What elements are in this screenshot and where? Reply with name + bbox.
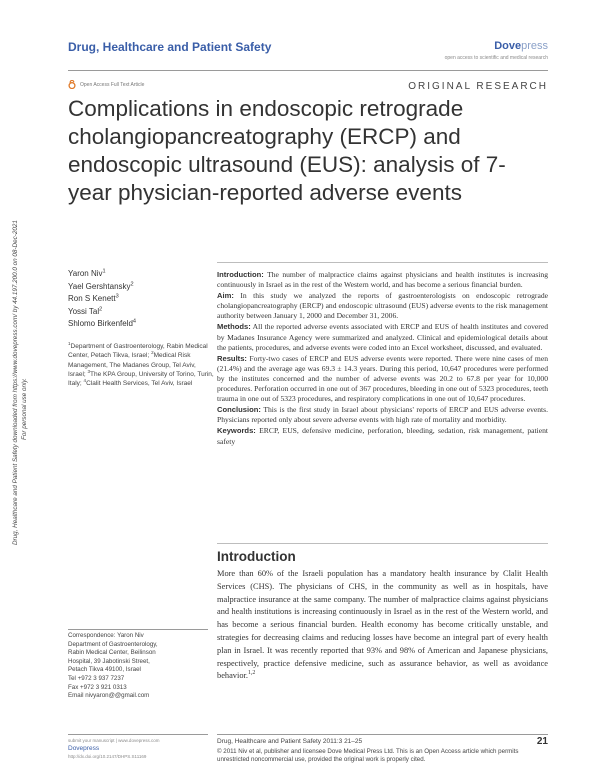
journal-name: Drug, Healthcare and Patient Safety [68,40,272,54]
author: Ron S Kenett$^3$ [68,293,119,303]
page-number: 21 [536,736,548,747]
author: Yaron Niv$^1$ [68,268,106,278]
affiliations: $^1$Department of Gastroenterology, Rabin Medical Center, Petach Tikva, Israel; $^2$Medical Risk Management, The Madanes Group, Tel Aviv, Israel; $^3$The KPA Group, University of Torino, Turin, Italy; $^4$Clalit Health Services, Tel Aviv, Israel [68,340,214,388]
reference-citation[interactable]: 1,2 [247,670,256,677]
header-divider [68,70,548,71]
abstract-introduction: Introduction: The number of malpractice claims against physicians and health institutes is increasing continuously in Israel as in the rest of the Western world, and has become a serious financial burden. [217,270,548,290]
footer-copyright: © 2011 Niv et al, publisher and licensee Dove Medical Press Ltd. This is an Open Access article which permits unrestricted noncommercial use, provided the original work is properly cited. [217,748,519,764]
side-note-line1: Drug, Healthcare and Patient Safety downloaded from https://www.dovepress.com/ by 44.197.200.0 on 08-Dec-2021 [12,220,19,545]
abstract-results: Results: Forty-two cases of ERCP and EUS adverse events were reported. There were nine cases of men (21.4%) and the average age was 69.3 ± 14.3 years. During this period, 10,647 procedures were performed by the institutes concerned and the number of adverse events was 20.2 to 67.8 per year for 10,000 procedures. Perforation occurred in one out of 367 procedures, bleeding in one out of 5323 procedures, teeth trauma in one out of 5323 procedures, and respiratory complications in one out of 10,647 procedures. [217,353,548,404]
open-access-label [68,80,144,89]
author: Yossi Tal$^2$ [68,305,103,316]
correspondence: Correspondence: Yaron Niv Department of Gastroenterology, Rabin Medical Center, Beilinson Hospital, 39 Jabotinski Street, Petach Tikva 49100, Israel Tel +972 3 937 7237 Fax +972 3 921 0313 Email nivyaron@@gmail.com [68,629,208,701]
open-access-text: Open Access Full Text Article [80,81,145,88]
introduction-heading: Introduction [217,549,296,564]
article-title: Complications in endoscopic retrograde cholangiopancreatography (ERCP) and endoscopic ultrasound (EUS): analysis of 7-year physician-reported adverse events [68,96,506,205]
author: Yael Gershtansky$^2$ [68,280,134,291]
author: Shlomo Birkenfeld$^4$ [68,318,137,328]
brand-light: press [521,40,548,52]
abstract-keywords: Keywords: ERCP, EUS, defensive medicine, perforation, bleeding, sedation, risk management, patient safety [217,426,548,446]
correspondence-email[interactable]: Email nivyaron@@gmail.com [68,692,150,700]
footer-citation: Drug, Healthcare and Patient Safety 2011:3 21–25 [217,738,363,745]
abstract-methods: Methods: All the reported adverse events associated with ERCP and EUS of health institutes and covered by Madanes Insurance Agency were summarized and analyzed. Clinical and epidemiological details about the patients, procedures, and adverse events were coded into an Excel worksheet, discussed, and evaluated. [217,322,548,352]
footer-divider [217,734,548,735]
open-access-icon [68,80,76,89]
footer-dovepress: Dovepress [68,745,100,752]
abstract-divider [217,543,548,544]
abstract [217,262,548,448]
article-type: ORIGINAL RESEARCH [408,81,548,92]
download-side-note [2,140,52,560]
author-list [68,268,208,331]
publisher-logo [494,40,548,52]
abstract-aim: Aim: In this study we analyzed the reports of gastroenterologists on endoscopic retrograde cholangiopancreatography (ERCP) and endoscopic ultrasound (EUS) adverse events to the risk management authority between January 1, 2000 and December 31, 2006. [217,291,548,321]
side-note-line2: For personal use only. [21,378,28,440]
introduction-text: More than 60% of the Israeli population has a mandatory health insurance by Clalit Health Services (CHS). The physicians of CHS, in the community as well as in hospitals, have malpractice insurance at the same company. The number of malpractice claims against physicians and health institutions is increasing continuously in Israel as in the rest of the Western world, and has become a serious financial burden. Health economy has become critically unstable, and strategies for decreasing claims and reducing losses have become an integral part of every health plan in Israel. It was recently reported that 93% and 98% of American and Japanese physicians, respectively, practice defensive medicine, such as assurance behavior, as well as avoidance behavior.$^{1,2}$ [217,569,548,681]
brand-bold: Dove [494,40,522,52]
footer-publisher-block [68,734,208,760]
doi-link[interactable]: http://dx.doi.org/10.2147/DHPS.S11169 [68,754,147,759]
submit-link[interactable]: submit your manuscript | www.dovepress.com [68,738,160,743]
publisher-tagline: open access to scientific and medical research [444,55,548,61]
abstract-conclusion: Conclusion: This is the first study in Israel about physicians' reports of ERCP and EUS adverse events. Physicians reported only about severe adverse events with high rate of mortality and morbidity. [217,405,549,425]
